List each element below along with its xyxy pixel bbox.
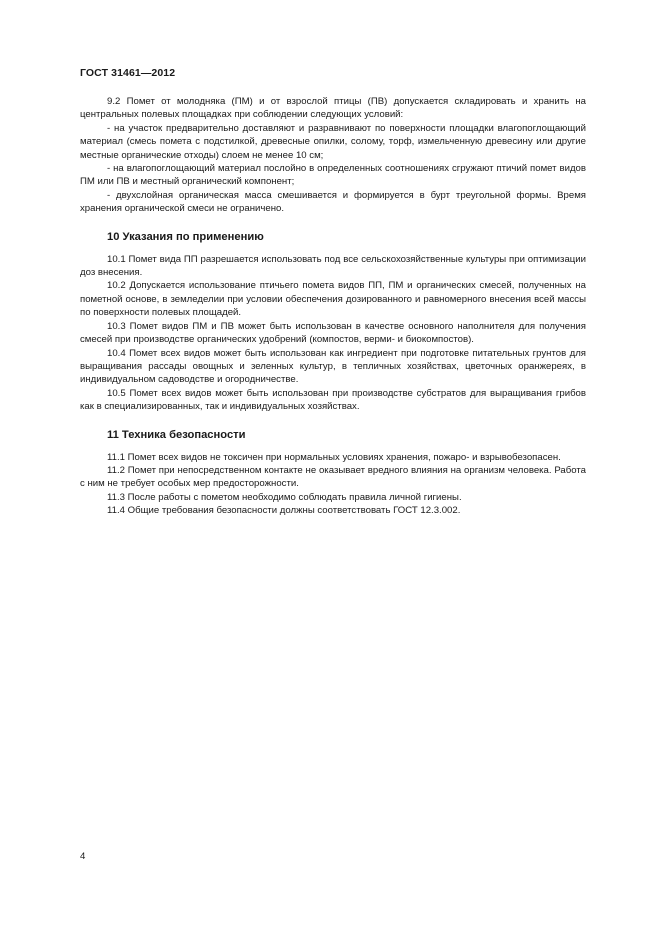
paragraph-10-1: 10.1 Помет вида ПП разрешается использовать под все сельскохозяйственные культуры при оптимизации доз внесения. [80,253,586,279]
section-10-heading: 10 Указания по применению [107,230,264,243]
paragraph-10-2: 10.2 Допускается использование птичьего помета видов ПП, ПМ и органических смесей, полученных на пометной основе, в земледелии при условии обеспечения дозированного и равномерного внесения всей массы по поверхности полевых площадей. [80,280,586,319]
document-header: ГОСТ 31461—2012 [80,67,176,79]
section-11-heading: 11 Техника безопасности [107,428,246,441]
paragraph-9-2: 9.2 Помет от молодняка (ПМ) и от взрослой птицы (ПВ) допускается складировать и хранить на центральных полевых площадках при соблюдении следующих условий: [80,96,586,121]
list-item: - двухслойная органическая масса смешивается и формируется в бурт треугольной формы. Время хранения органической смеси не ограничено. [80,189,586,215]
paragraph-10-3: 10.3 Помет видов ПМ и ПВ может быть использован в качестве основного наполнителя для получения смесей при производстве органических удобрений (компостов, верми- и биокомпостов). [80,320,586,346]
paragraph-11-1: 11.1 Помет всех видов не токсичен при нормальных условиях хранения, пожаро- и взрывобезопасен. [107,451,561,463]
list-item: - на участок предварительно доставляют и разравнивают по поверхности площадки влагопоглощающий материал (смесь помета с подстилкой, древесные опилки, солому, торф, измельченную древесину или другие местные органические отходы) слоем не менее 10 см; [80,122,586,161]
section-9 [80,95,586,216]
page-number: 4 [80,851,86,862]
list-item: - на влагопоглощающий материал послойно в определенных соотношениях сгружают птичий помет видов ПМ или ПВ и местный органический компонент; [80,163,586,188]
paragraph-11-4: 11.4 Общие требования безопасности должны соответствовать ГОСТ 12.3.002. [107,505,461,517]
section-11 [80,451,586,518]
paragraph-11-2: 11.2 Помет при непосредственном контакте не оказывает вредного влияния на организм человека. Работа с ним не требует особых мер предосторожности. [80,464,586,490]
section-10 [80,253,586,414]
document-body [80,95,586,518]
paragraph-10-5: 10.5 Помет всех видов может быть использован при производстве субстратов для выращивания грибов как в специализированных, так и индивидуальных хозяйствах. [80,387,586,413]
paragraph-11-3: 11.3 После работы с пометом необходимо соблюдать правила личной гигиены. [107,491,462,503]
paragraph-10-4: 10.4 Помет всех видов может быть использован как ингредиент при подготовке питательных грунтов для выращивания рассады овощных и зеленных культур, в тепличных хозяйствах, цветочных оранжереях, в индивидуальном садоводстве и огородничестве. [80,347,586,386]
